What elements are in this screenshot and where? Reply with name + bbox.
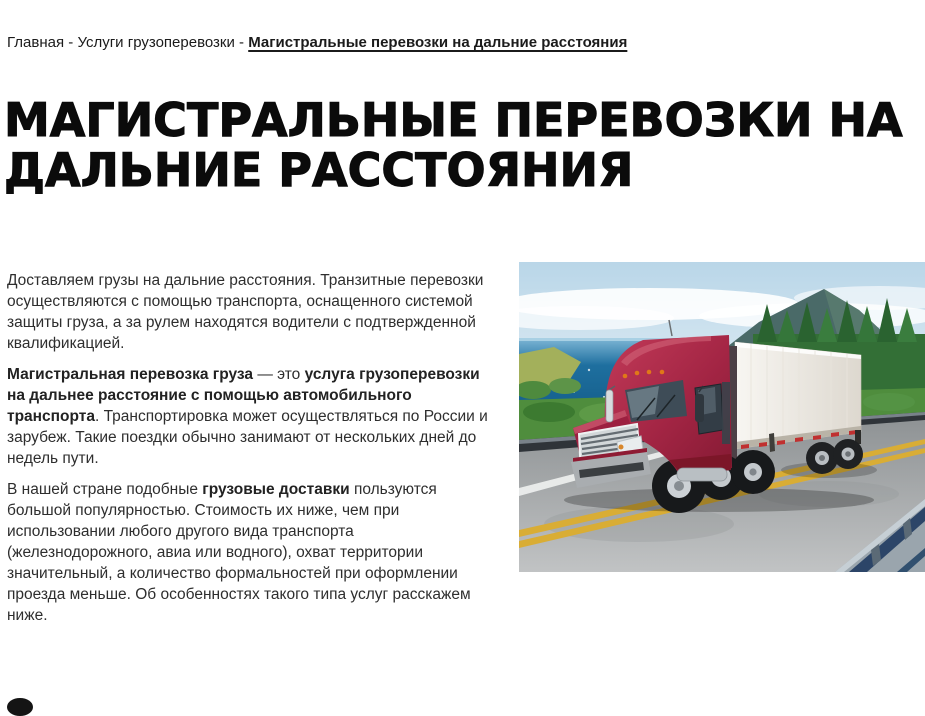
breadcrumb-separator: - [234,34,249,51]
breadcrumb [7,34,627,52]
breadcrumb-home-link[interactable]: Главная [7,34,65,51]
trailer-landing-gear [769,433,775,452]
page-title-line-2: ДАЛЬНИЕ РАССТОЯНИЯ [4,142,634,197]
hero-image [519,262,925,572]
page-title-line-1: МАГИСТРАЛЬНЫЕ ПЕРЕВОЗКИ НА [4,92,903,147]
breadcrumb-services-link[interactable]: Услуги грузоперевозки [77,34,235,51]
article-text [7,270,494,636]
breadcrumb-current-page-link[interactable]: Магистральные перевозки на дальние расстояния [248,34,628,51]
paragraph: В нашей стране подобные грузовые доставки пользуются большой популярностью. Стоимость их ниже, чем при использовании любого другого вида транспорта (железнодорожного, авиа или водного), охват территории значительный, а количество формальностей при оформлении проезда меньше. Об особенностях такого типа услуг расскажем ниже. [7,481,471,624]
page-title [4,92,925,197]
below-fold-circle-icon [7,698,33,716]
paragraph: Доставляем грузы на дальние расстояния. Транзитные перевозки осуществляются с помощью транспорта, оснащенного системой защиты груза, а за рулем находятся водители с подтвержденной квалификацией. [7,272,484,352]
breadcrumb-separator: - [64,34,78,51]
truck-photo-illustration [519,262,925,572]
paragraph: Магистральная перевозка груза — это услуга грузоперевозки на дальнее расстояние с помощью автомобильного транспорта. Транспортировка может осуществляться по России и зарубеж. Такие поездки обычно занимают от нескольких дней до недель пути. [7,366,488,467]
fuel-tank [677,468,727,481]
